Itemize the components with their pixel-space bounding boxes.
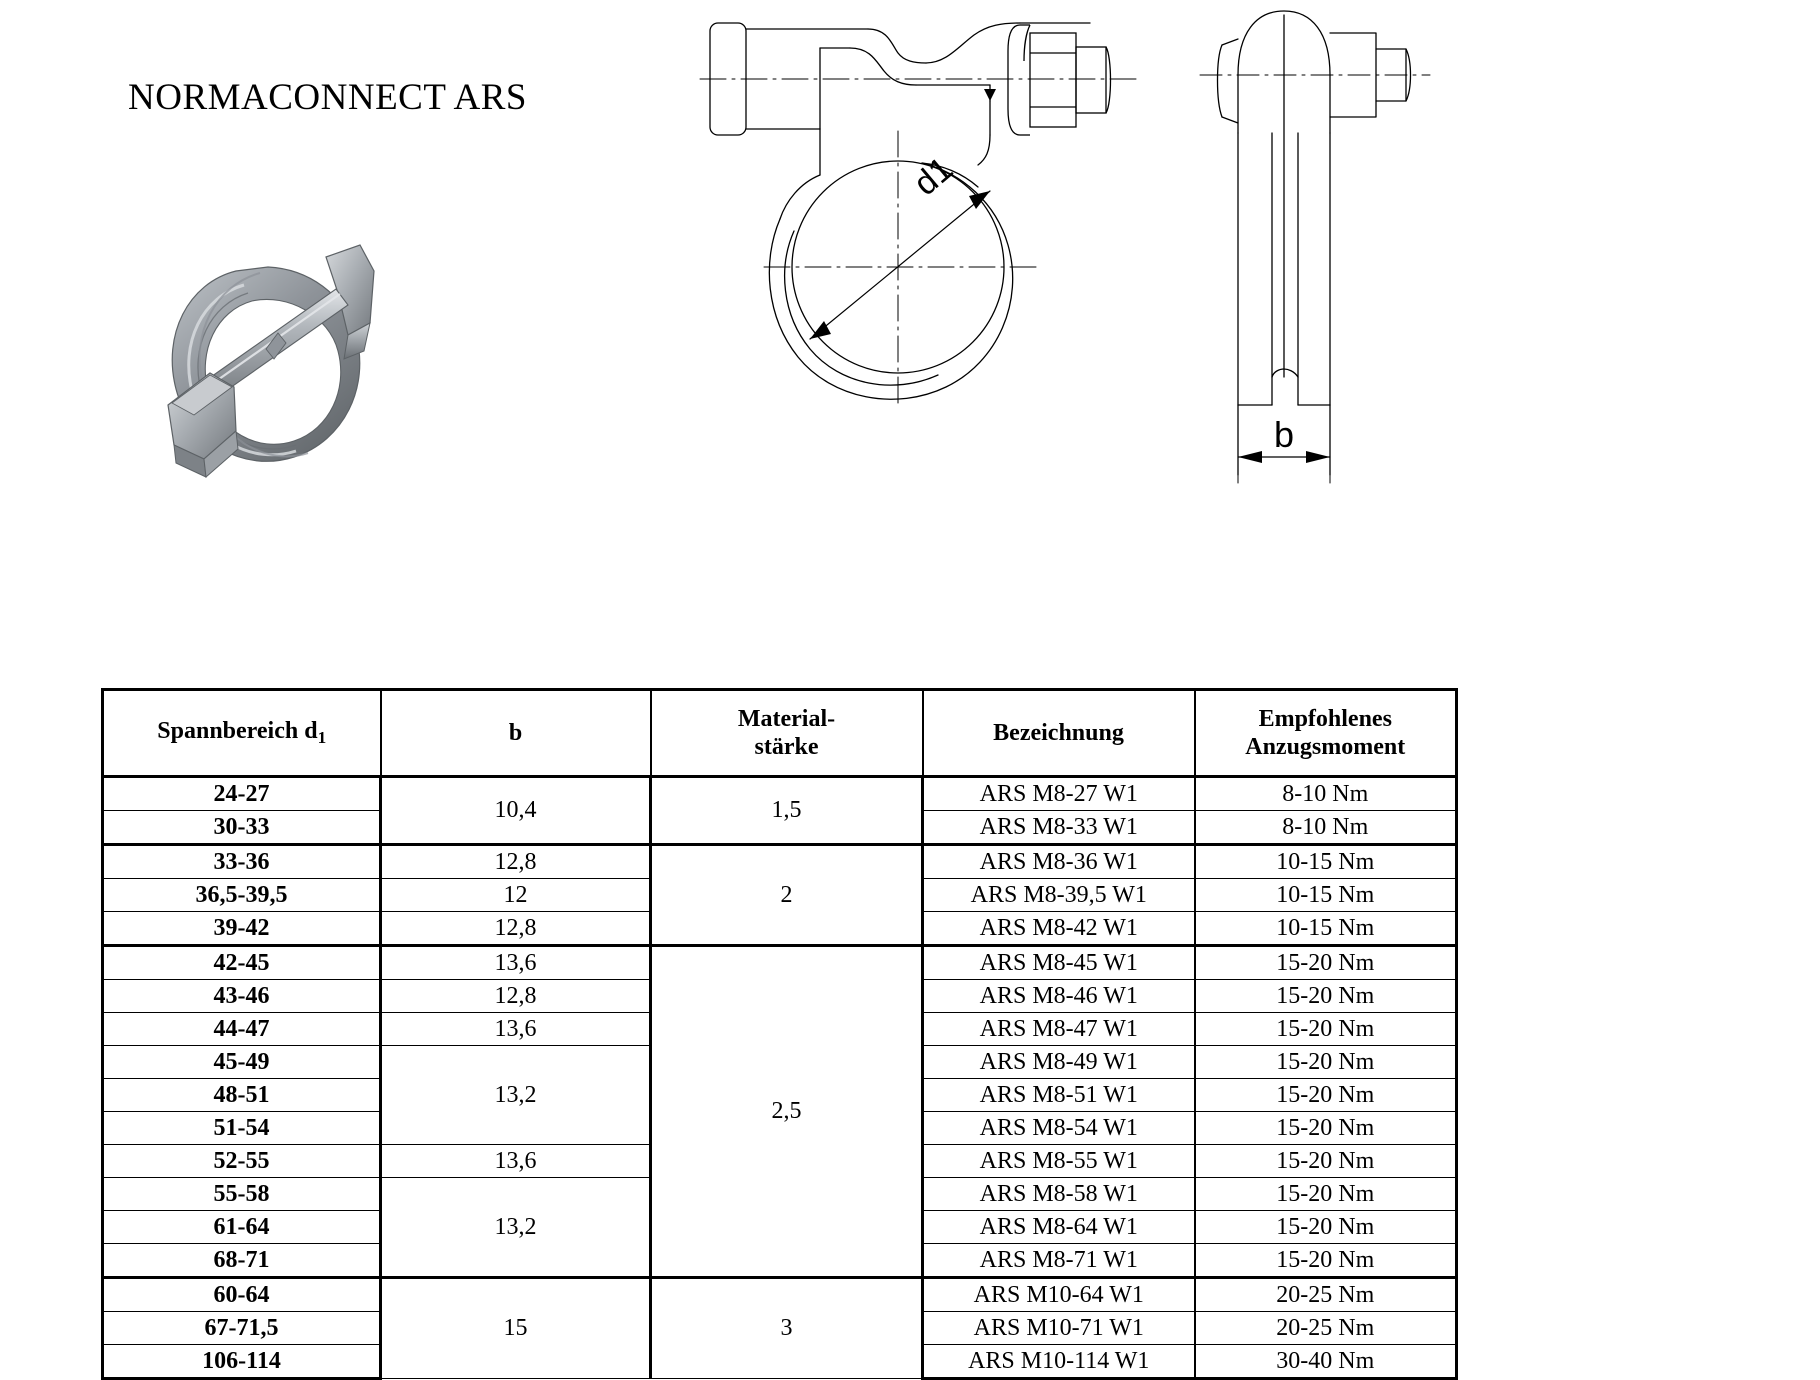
cell-anzugsmoment: 15-20 Nm (1195, 1244, 1457, 1278)
cell-bezeichnung: ARS M10-114 W1 (923, 1345, 1195, 1379)
cell-bezeichnung: ARS M8-71 W1 (923, 1244, 1195, 1278)
cell-spannbereich: 24-27 (103, 777, 381, 811)
cell-bezeichnung: ARS M8-49 W1 (923, 1046, 1195, 1079)
cell-b: 13,6 (381, 1013, 651, 1046)
cell-bezeichnung: ARS M8-47 W1 (923, 1013, 1195, 1046)
cell-b: 15 (381, 1278, 651, 1379)
cell-b: 13,6 (381, 1145, 651, 1178)
page-title: NORMACONNECT ARS (128, 77, 527, 118)
specification-table-container (101, 688, 1455, 1380)
specification-table (101, 688, 1458, 1380)
cell-anzugsmoment: 20-25 Nm (1195, 1278, 1457, 1312)
cell-spannbereich: 43-46 (103, 980, 381, 1013)
table-header-row (103, 690, 1457, 777)
column-header-materialstaerke-line1: Material- (737, 705, 836, 732)
column-header-bezeichnung: Bezeichnung (923, 690, 1195, 777)
cell-spannbereich: 55-58 (103, 1178, 381, 1211)
cell-spannbereich: 60-64 (103, 1278, 381, 1312)
cell-b: 12 (381, 879, 651, 912)
column-header-spannbereich-subscript: 1 (317, 728, 327, 748)
cell-spannbereich: 52-55 (103, 1145, 381, 1178)
cell-bezeichnung: ARS M8-39,5 W1 (923, 879, 1195, 912)
table-body (103, 777, 1457, 1379)
side-view (1180, 5, 1620, 495)
cell-spannbereich: 42-45 (103, 946, 381, 980)
column-header-b: b (381, 690, 651, 777)
cell-spannbereich: 61-64 (103, 1211, 381, 1244)
cell-b: 12,8 (381, 912, 651, 946)
cell-bezeichnung: ARS M8-55 W1 (923, 1145, 1195, 1178)
cell-anzugsmoment: 15-20 Nm (1195, 980, 1457, 1013)
cell-materialstaerke: 1,5 (651, 777, 923, 845)
cell-bezeichnung: ARS M8-58 W1 (923, 1178, 1195, 1211)
cell-bezeichnung: ARS M8-27 W1 (923, 777, 1195, 811)
cell-b: 13,2 (381, 1046, 651, 1145)
cell-anzugsmoment: 10-15 Nm (1195, 845, 1457, 879)
cell-anzugsmoment: 15-20 Nm (1195, 1178, 1457, 1211)
cell-anzugsmoment: 15-20 Nm (1195, 1145, 1457, 1178)
cell-anzugsmoment: 15-20 Nm (1195, 1013, 1457, 1046)
front-section-view (690, 5, 1150, 435)
cell-spannbereich: 44-47 (103, 1013, 381, 1046)
cell-spannbereich: 51-54 (103, 1112, 381, 1145)
cell-materialstaerke: 2 (651, 845, 923, 946)
cell-anzugsmoment: 8-10 Nm (1195, 777, 1457, 811)
column-header-materialstaerke (651, 690, 923, 777)
column-header-spannbereich-text: Spannbereich d (157, 718, 318, 745)
cell-bezeichnung: ARS M8-64 W1 (923, 1211, 1195, 1244)
cell-anzugsmoment: 10-15 Nm (1195, 879, 1457, 912)
cell-bezeichnung: ARS M10-64 W1 (923, 1278, 1195, 1312)
cell-anzugsmoment: 15-20 Nm (1195, 946, 1457, 980)
cell-materialstaerke: 3 (651, 1278, 923, 1379)
cell-b: 10,4 (381, 777, 651, 845)
cell-bezeichnung: ARS M8-33 W1 (923, 811, 1195, 845)
cell-spannbereich: 36,5-39,5 (103, 879, 381, 912)
d1-dimension-label: d1 (906, 149, 961, 204)
column-header-anzugsmoment-line1: Empfohlenes (1258, 705, 1392, 732)
cell-anzugsmoment: 15-20 Nm (1195, 1079, 1457, 1112)
cell-spannbereich: 67-71,5 (103, 1312, 381, 1345)
cell-anzugsmoment: 10-15 Nm (1195, 912, 1457, 946)
cell-bezeichnung: ARS M8-46 W1 (923, 980, 1195, 1013)
cell-bezeichnung: ARS M10-71 W1 (923, 1312, 1195, 1345)
cell-anzugsmoment: 8-10 Nm (1195, 811, 1457, 845)
column-header-materialstaerke-line2: stärke (754, 734, 819, 760)
cell-b: 13,6 (381, 946, 651, 980)
cell-spannbereich: 39-42 (103, 912, 381, 946)
table-row (103, 946, 1457, 980)
cell-anzugsmoment: 15-20 Nm (1195, 1046, 1457, 1079)
column-header-anzugsmoment-line2: Anzugsmoment (1245, 734, 1406, 760)
table-row (103, 845, 1457, 879)
cell-spannbereich: 45-49 (103, 1046, 381, 1079)
column-header-anzugsmoment (1195, 690, 1457, 777)
cell-b: 12,8 (381, 980, 651, 1013)
cell-anzugsmoment: 30-40 Nm (1195, 1345, 1457, 1379)
table-row (103, 777, 1457, 811)
cell-bezeichnung: ARS M8-45 W1 (923, 946, 1195, 980)
cell-bezeichnung: ARS M8-42 W1 (923, 912, 1195, 946)
cell-spannbereich: 68-71 (103, 1244, 381, 1278)
cell-bezeichnung: ARS M8-54 W1 (923, 1112, 1195, 1145)
cell-spannbereich: 33-36 (103, 845, 381, 879)
cell-spannbereich: 106-114 (103, 1345, 381, 1379)
cell-spannbereich: 48-51 (103, 1079, 381, 1112)
cell-bezeichnung: ARS M8-51 W1 (923, 1079, 1195, 1112)
cell-b: 12,8 (381, 845, 651, 879)
b-dimension-label: b (1273, 414, 1295, 455)
cell-materialstaerke: 2,5 (651, 946, 923, 1278)
cell-spannbereich: 30-33 (103, 811, 381, 845)
column-header-spannbereich (103, 690, 381, 777)
cell-anzugsmoment: 20-25 Nm (1195, 1312, 1457, 1345)
cell-anzugsmoment: 15-20 Nm (1195, 1112, 1457, 1145)
cell-b: 13,2 (381, 1178, 651, 1278)
normaconnect-ars-clamp-3d-render (140, 195, 430, 515)
cell-bezeichnung: ARS M8-36 W1 (923, 845, 1195, 879)
cell-anzugsmoment: 15-20 Nm (1195, 1211, 1457, 1244)
table-row (103, 1278, 1457, 1312)
